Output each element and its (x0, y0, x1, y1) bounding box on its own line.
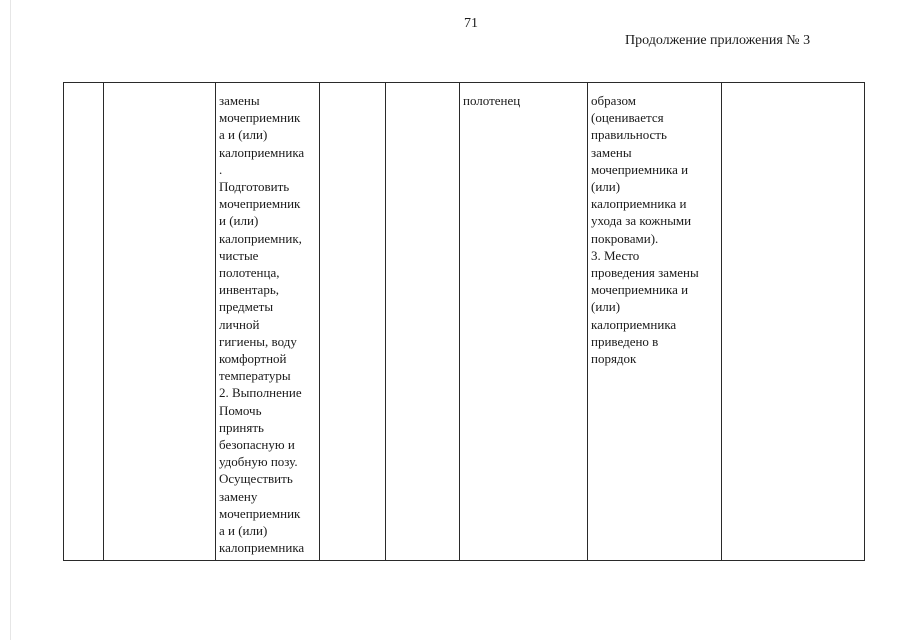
table-cell-4 (320, 83, 386, 561)
scan-edge-line (10, 0, 11, 640)
table-row (64, 83, 865, 561)
table-cell-criteria (588, 83, 722, 561)
table-cell-number (64, 83, 104, 561)
table-cell-equipment (460, 83, 588, 561)
appendix-continuation-note: Продолжение приложения № 3 (625, 33, 811, 48)
table-cell-5 (386, 83, 460, 561)
table-cell-function (104, 83, 216, 561)
page-number: 71 (464, 16, 478, 31)
table-cell-actions (216, 83, 320, 561)
table-cell-8 (722, 83, 865, 561)
procedure-table (63, 82, 865, 561)
equipment-text: полотенец (463, 93, 521, 108)
actions-text: замены мочеприемник а и (или) калоприемника . Подготовить мочеприемник и (или) калоприемник, чистые полотенца, инвентарь, предметы личной гигиены, воду комфортной температуры 2. Выполнение Помочь принять безопасную и удобную позу. Осуществить замену мочеприемник а и (или) калоприемника (219, 93, 305, 556)
criteria-text: образом (оценивается правильность замены мочеприемника и (или) калоприемника и ухода за кожными покровами). 3. Место проведения замены мочеприемника и (или) калоприемника приведено в порядок (591, 93, 699, 367)
